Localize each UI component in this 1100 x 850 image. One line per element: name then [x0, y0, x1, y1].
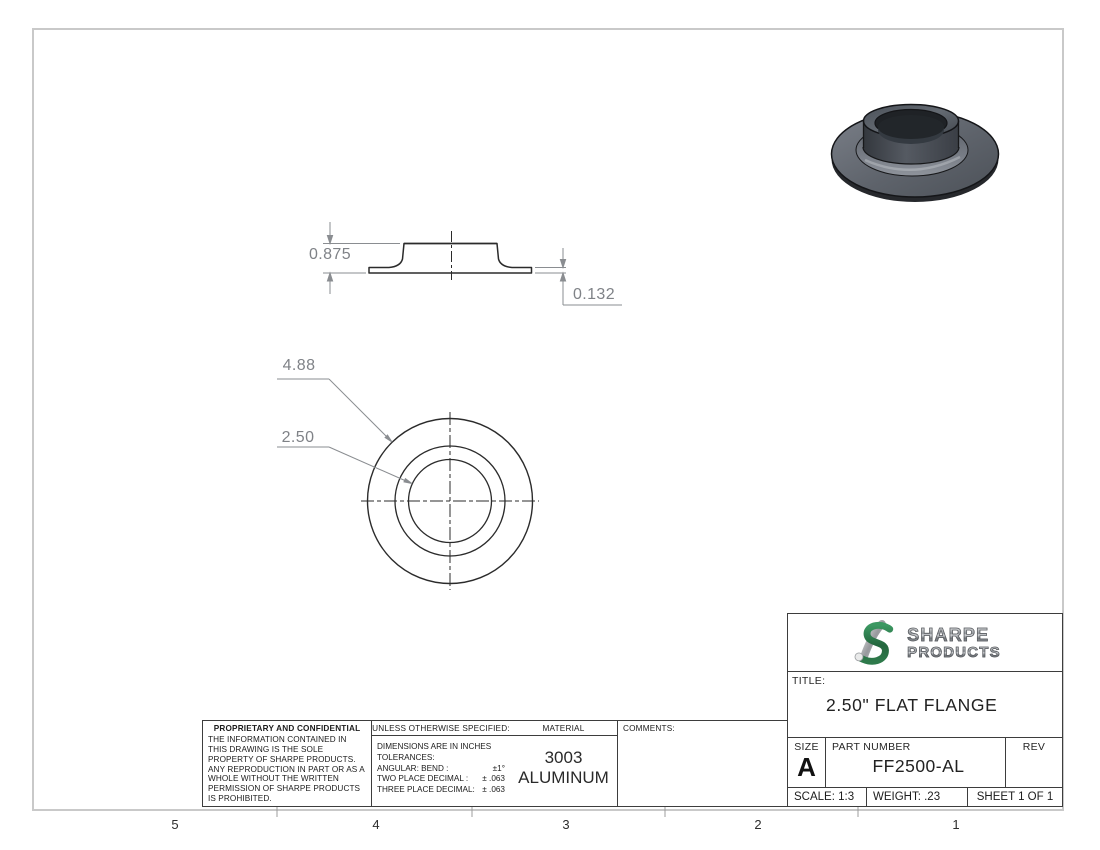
- rev-label: REV: [1022, 741, 1046, 753]
- logo-word-products: PRODUCTS: [907, 643, 1001, 661]
- isometric-view: [832, 105, 999, 203]
- tolerance-row-angular: ANGULAR: BEND : ±1°: [377, 763, 505, 773]
- part-number-label: PART NUMBER: [832, 741, 911, 753]
- zone-label-5: 5: [171, 817, 179, 832]
- size-row: [788, 738, 1062, 788]
- dim-label-bore-diameter: 2.50: [281, 429, 315, 446]
- sharpe-logo-wordmark: [907, 626, 1001, 660]
- material-note-block: [510, 720, 618, 807]
- title-row: [788, 672, 1062, 738]
- size-cell: [788, 738, 826, 787]
- sharpe-logo-icon: [849, 618, 901, 668]
- scale-value: SCALE: 1:3: [788, 788, 867, 806]
- zone-label-3: 3: [562, 817, 570, 832]
- comments-note-block: [617, 720, 788, 807]
- drawing-title: 2.50" FLAT FLANGE: [826, 695, 998, 715]
- title-label: TITLE:: [792, 675, 826, 687]
- tolerance-row-three-place: THREE PLACE DECIMAL: ± .063: [377, 785, 505, 795]
- part-number-cell: [826, 738, 1006, 787]
- proprietary-body: THE INFORMATION CONTAINED IN THIS DRAWING IS THE SOLE PROPERTY OF SHARPE PRODUCTS. ANY REPRODUCTION IN PART OR AS A WHOLE WITHOUT THE WRITTEN PERMISSION OF SHARPE PRODUCTS IS PROHIBITED.: [208, 735, 365, 804]
- dim-label-outer-diameter: 4.88: [282, 357, 316, 374]
- proprietary-title: PROPRIETARY AND CONFIDENTIAL: [213, 724, 361, 733]
- logo-word-sharpe: SHARPE: [907, 626, 1001, 644]
- scale-row: [788, 788, 1062, 806]
- title-block: [787, 613, 1063, 807]
- material-header: MATERIAL: [510, 721, 617, 736]
- dim-label-thickness: 0.132: [572, 286, 616, 303]
- size-value: A: [797, 752, 816, 782]
- tolerance-note-block: [371, 720, 511, 807]
- weight-value: WEIGHT: .23: [867, 788, 968, 806]
- size-label: SIZE: [794, 741, 819, 753]
- tolerance-line-units: DIMENSIONS ARE IN INCHES: [377, 742, 492, 751]
- proprietary-note-block: [202, 720, 372, 807]
- zone-label-4: 4: [372, 817, 380, 832]
- tolerance-row-two-place: TWO PLACE DECIMAL : ± .063: [377, 774, 505, 784]
- comments-header: COMMENTS:: [623, 724, 675, 733]
- top-view: [277, 379, 539, 590]
- material-value: 3003 ALUMINUM: [518, 748, 609, 787]
- tolerance-line-tolerances: TOLERANCES:: [377, 752, 435, 762]
- tolerance-header: UNLESS OTHERWISE SPECIFIED:: [372, 721, 510, 736]
- logo-row: [788, 614, 1062, 672]
- sheet-value: SHEET 1 OF 1: [976, 791, 1054, 803]
- dim-250-leader: [277, 447, 412, 484]
- zone-label-1: 1: [952, 817, 960, 832]
- dim-label-height: 0.875: [308, 246, 352, 263]
- zone-label-2: 2: [754, 817, 762, 832]
- part-number-value: FF2500-AL: [872, 756, 965, 776]
- rev-cell: [1006, 738, 1062, 787]
